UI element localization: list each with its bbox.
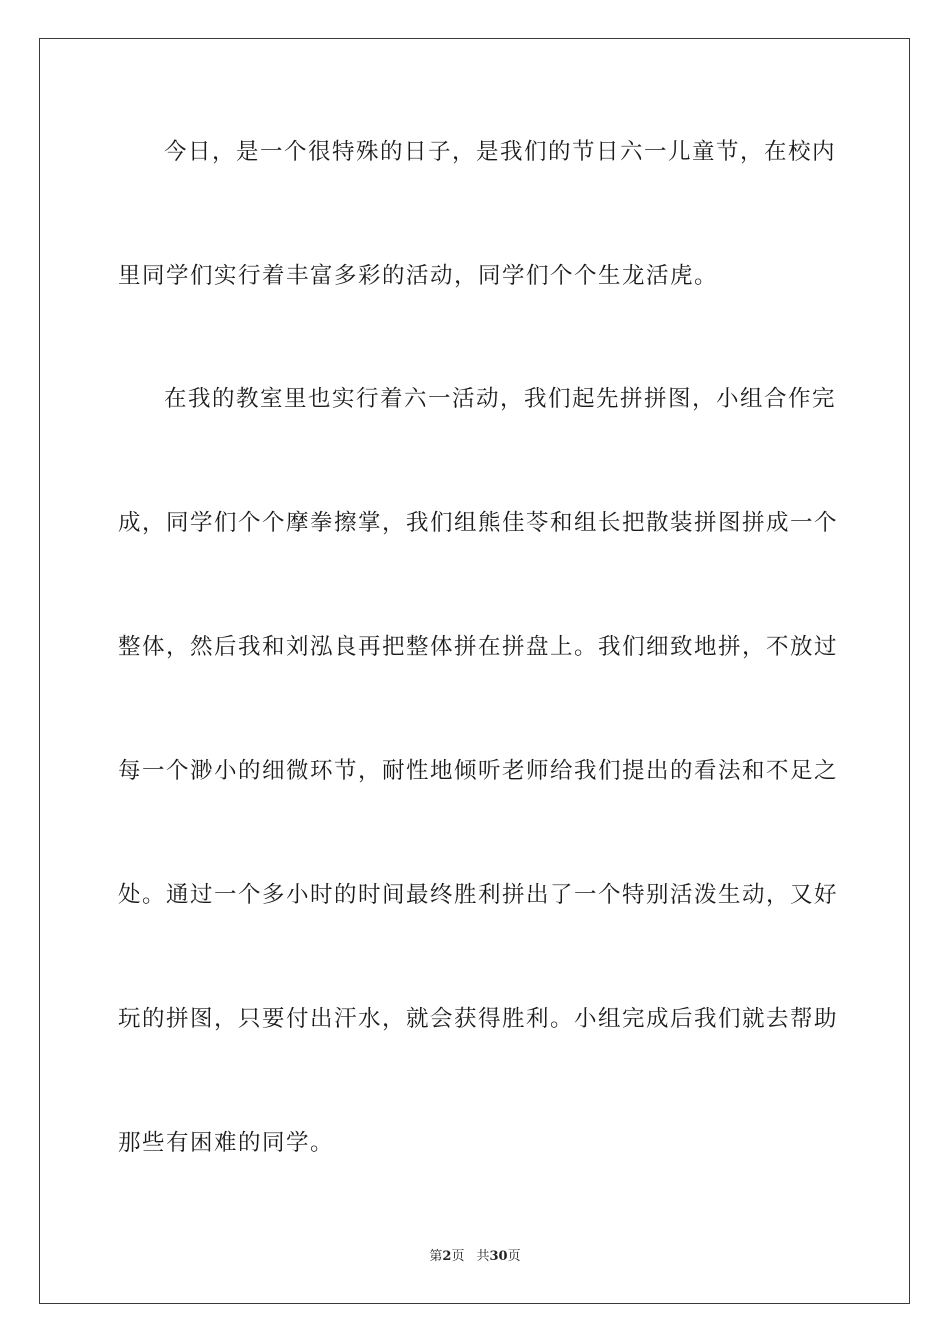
total-prefix: 共: [476, 1249, 490, 1264]
paragraph-2-line-2: 成，同学们个个摩拳擦掌，我们组熊佳苓和组长把散装拼图拼成一个: [118, 510, 839, 536]
page-suffix: 页: [451, 1249, 465, 1264]
page-current: 2: [442, 1249, 452, 1264]
paragraph-1-line-1: 今日，是一个很特殊的日子，是我们的节日六一儿童节，在校内: [164, 139, 837, 165]
paragraph-2-line-4: 每一个渺小的细微环节，耐性地倾听老师给我们提出的看法和不足之: [118, 758, 839, 784]
page-border: [39, 38, 910, 1304]
page-prefix: 第: [429, 1249, 443, 1264]
paragraph-2-line-3: 整体，然后我和刘泓良再把整体拼在拼盘上。我们细致地拼，不放过: [118, 634, 839, 660]
total-suffix: 页: [507, 1249, 521, 1264]
paragraph-2-line-6: 玩的拼图，只要付出汗水，就会获得胜利。小组完成后我们就去帮助: [118, 1006, 839, 1032]
paragraph-1-line-2: 里同学们实行着丰富多彩的活动，同学们个个生龙活虎。: [118, 263, 719, 289]
paragraph-2-line-1: 在我的教室里也实行着六一活动，我们起先拼拼图，小组合作完: [164, 386, 837, 412]
paragraph-2-line-5: 处。通过一个多小时的时间最终胜利拼出了一个特别活泼生动，又好: [118, 882, 839, 908]
paragraph-2-line-7: 那些有困难的同学。: [118, 1130, 335, 1156]
page-total: 30: [489, 1249, 508, 1264]
page-footer: [0, 1248, 950, 1266]
